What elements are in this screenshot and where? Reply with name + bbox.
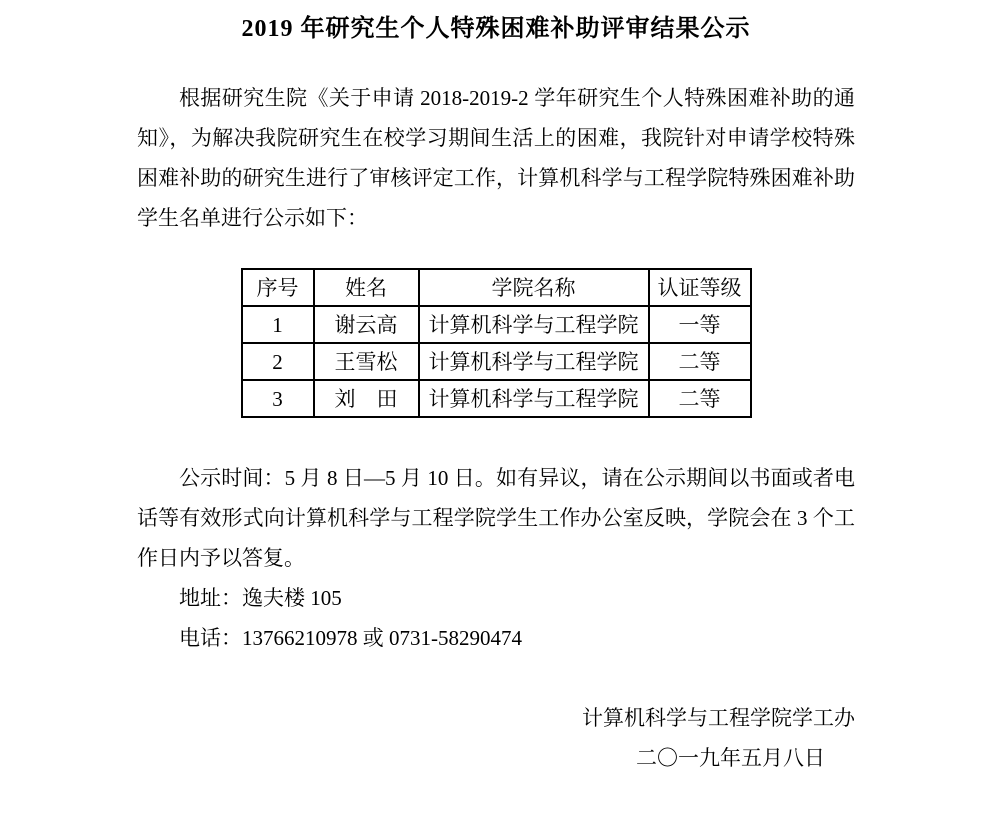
header-cell-name: 姓名: [314, 269, 419, 306]
subsidy-result-table: [241, 268, 752, 418]
signature-line: 计算机科学与工程学院学工办: [582, 706, 855, 730]
table-row: [242, 380, 751, 417]
document-footer: [0, 698, 992, 778]
table-header-row: [242, 269, 751, 306]
notice-paragraph: 公示时间：5 月 8 日—5 月 10 日。如有异议，请在公示期间以书面或者电话等有效形式向计算机科学与工程学院学生工作办公室反映，学院会在 3 个工作日内予以答复。: [137, 466, 855, 570]
cell-index: 2: [242, 343, 314, 380]
phone-line: 电话：13766210978 或 0731-58290474: [179, 626, 522, 650]
cell-index: 1: [242, 306, 314, 343]
table-row: [242, 306, 751, 343]
cell-index: 3: [242, 380, 314, 417]
cell-level: 二等: [649, 343, 751, 380]
cell-level: 一等: [649, 306, 751, 343]
document-title: 2019 年研究生个人特殊困难补助评审结果公示: [241, 16, 751, 42]
cell-school: 计算机科学与工程学院: [419, 380, 649, 417]
cell-name: 刘 田: [314, 380, 419, 417]
header-cell-school: 学院名称: [419, 269, 649, 306]
header-cell-index: 序号: [242, 269, 314, 306]
cell-school: 计算机科学与工程学院: [419, 306, 649, 343]
cell-name: 王雪松: [314, 343, 419, 380]
address-line: 地址：逸夫楼 105: [179, 586, 342, 610]
document-body: [0, 78, 992, 658]
cell-school: 计算机科学与工程学院: [419, 343, 649, 380]
cell-level: 二等: [649, 380, 751, 417]
header-cell-level: 认证等级: [649, 269, 751, 306]
table-row: [242, 343, 751, 380]
date-line: 二〇一九年五月八日: [636, 746, 825, 770]
intro-paragraph: 根据研究生院《关于申请 2018-2019-2 学年研究生个人特殊困难补助的通知》，为解决我院研究生在校学习期间生活上的困难，我院针对申请学校特殊困难补助的研究生进行了审核评定工作，计算机科学与工程学院特殊困难补助学生名单进行公示如下：: [137, 86, 855, 230]
cell-name: 谢云高: [314, 306, 419, 343]
